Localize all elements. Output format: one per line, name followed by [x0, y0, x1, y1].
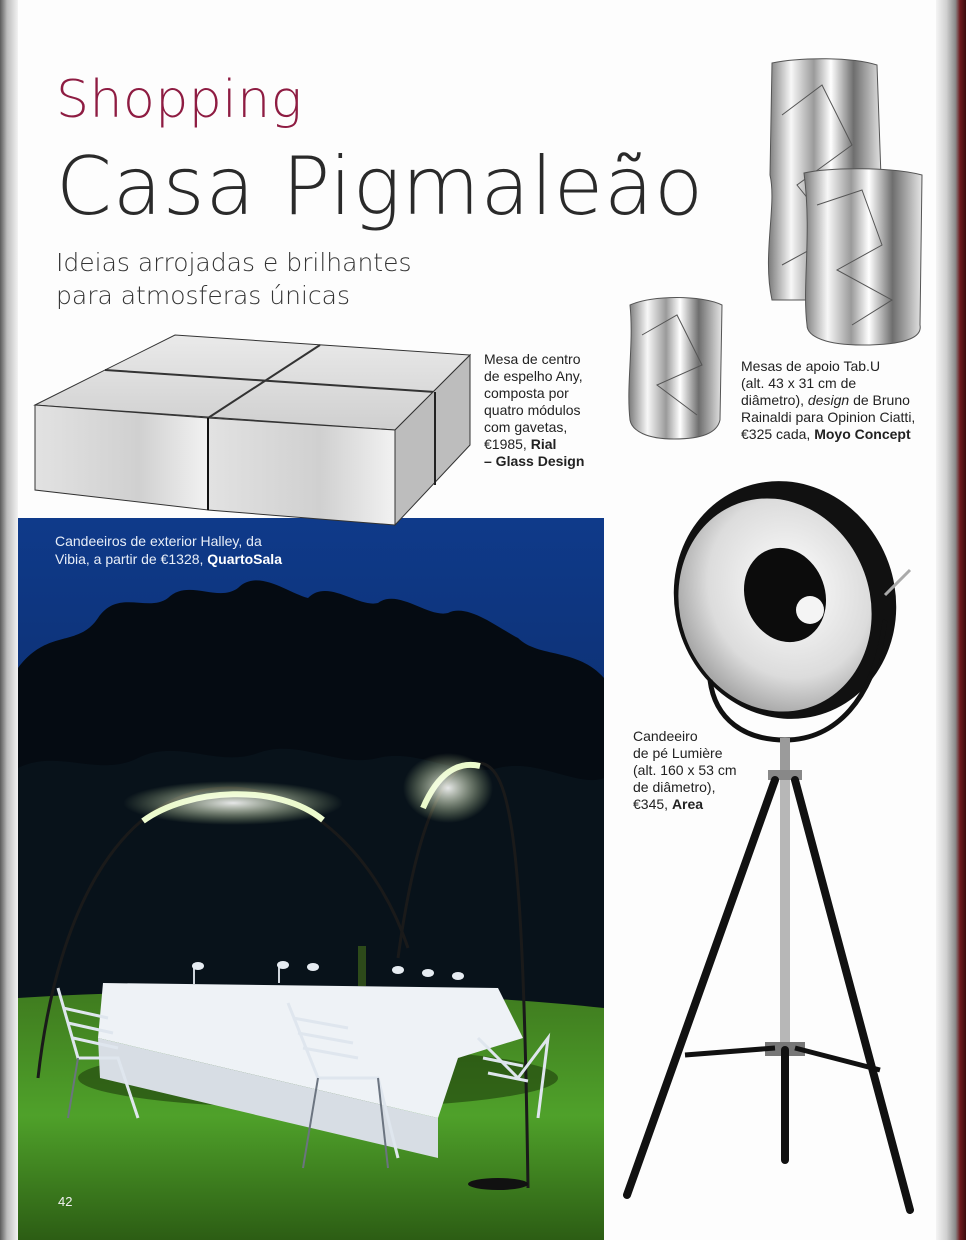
subtitle-line-1: Ideias arrojadas e brilhantes — [56, 248, 412, 277]
subtitle-line-2: para atmosferas únicas — [56, 281, 351, 310]
floor-lamp-caption: Candeeiro de pé Lumière (alt. 160 x 53 cm de diâmetro), €345, Area — [633, 728, 737, 812]
coffee-table-caption: Mesa de centro de espelho Any, composta por quatro módulos com gavetas, €1985, Rial – Glass Design — [484, 351, 585, 469]
coffee-table-brand-2: – Glass Design — [484, 453, 585, 469]
coffee-table-brand: Rial — [530, 436, 557, 452]
tripod-floor-lamp-image — [615, 470, 935, 1230]
page-edge — [936, 0, 966, 1240]
subtitle — [56, 246, 412, 312]
binding-shadow — [0, 0, 18, 1240]
halley-brand: QuartoSala — [207, 551, 282, 567]
page-title: Casa Pigmaleão — [56, 140, 705, 233]
floor-lamp-brand: Area — [671, 796, 704, 812]
night-garden-image — [18, 518, 604, 1240]
halley-lamps-photo — [18, 518, 604, 1240]
side-tables-caption: Mesas de apoio Tab.U (alt. 43 x 31 cm de diâmetro), design de Bruno Rainaldi para Opinion Ciatti, €325 cada, Moyo Concept — [741, 358, 916, 442]
halley-caption: Candeeiros de exterior Halley, da Vibia, a partir de €1328, QuartoSala — [55, 533, 282, 567]
page-number: 42 — [58, 1194, 73, 1209]
section-kicker: Shopping — [56, 70, 303, 130]
mirror-coffee-table-image — [30, 330, 475, 530]
side-tables-brand: Moyo Concept — [814, 426, 911, 442]
